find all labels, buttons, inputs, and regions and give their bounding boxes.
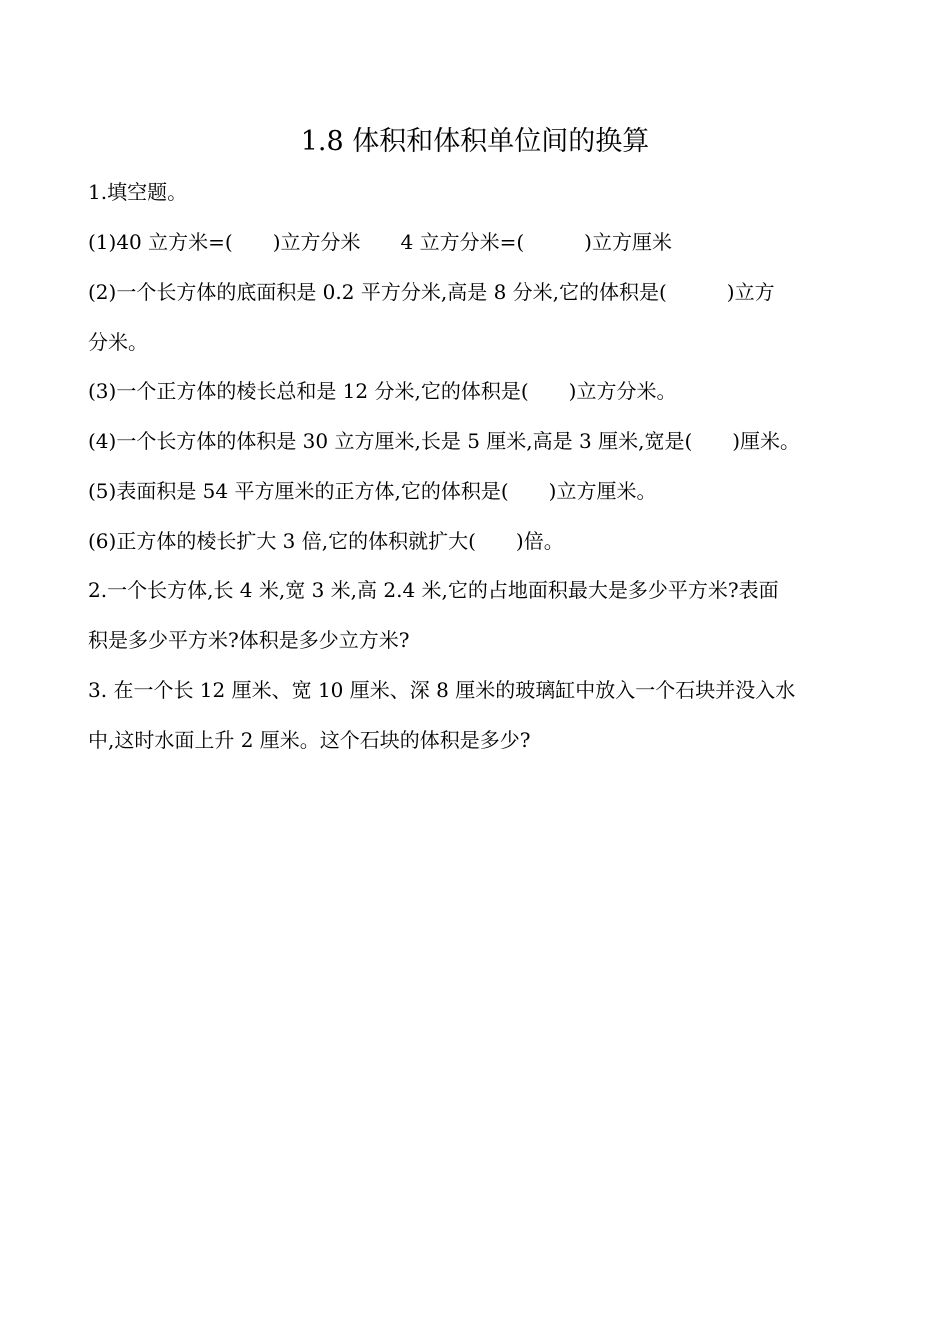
question-2-line-1: 2.一个长方体,长 4 米,宽 3 米,高 2.4 米,它的占地面积最大是多少平方米?表面 xyxy=(88,578,779,602)
page-title: 1.8 体积和体积单位间的换算 xyxy=(300,126,650,157)
question-1-item-3: (3)一个正方体的棱长总和是 12 分米,它的体积是( )立方分米。 xyxy=(88,379,677,403)
question-1-item-4: (4)一个长方体的体积是 30 立方厘米,长是 5 厘米,高是 3 厘米,宽是( )厘米。 xyxy=(88,429,801,453)
question-3-line-2: 中,这时水面上升 2 厘米。这个石块的体积是多少? xyxy=(88,728,531,752)
question-1-item-2-line-2: 分米。 xyxy=(88,330,148,354)
question-1-item-2-line-1: (2)一个长方体的底面积是 0.2 平方分米,高是 8 分米,它的体积是( )立方 xyxy=(88,280,775,304)
question-2-line-2: 积是多少平方米?体积是多少立方米? xyxy=(88,628,410,652)
question-1-heading: 1.填空题。 xyxy=(88,180,188,204)
question-1-item-6: (6)正方体的棱长扩大 3 倍,它的体积就扩大( )倍。 xyxy=(88,529,564,553)
question-1-item-1 xyxy=(88,227,672,257)
question-1-item-1a: (1)40 立方米=( )立方分米 xyxy=(88,230,361,254)
question-3-line-1: 3. 在一个长 12 厘米、宽 10 厘米、深 8 厘米的玻璃缸中放入一个石块并没入水 xyxy=(88,678,796,702)
question-1-item-1b: 4 立方分米=( )立方厘米 xyxy=(400,230,672,254)
question-1-item-5: (5)表面积是 54 平方厘米的正方体,它的体积是( )立方厘米。 xyxy=(88,479,657,503)
